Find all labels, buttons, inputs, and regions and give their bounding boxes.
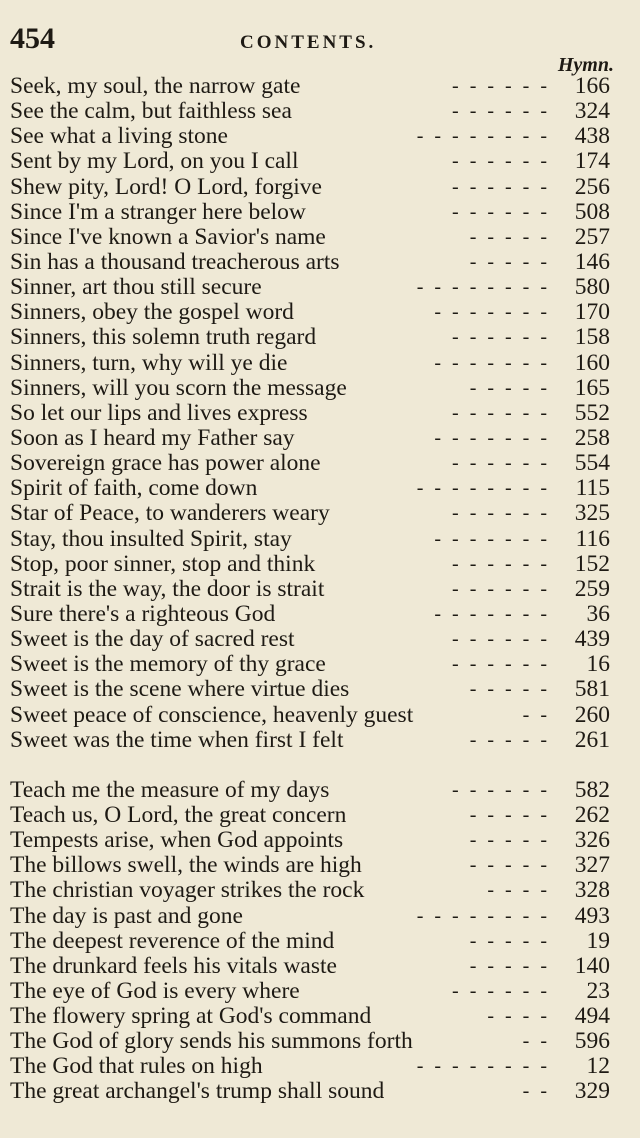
contents-entry: [0, 225, 640, 250]
entry-title: The drunkard feels his vitals waste: [10, 952, 337, 979]
entry-hymn-number: 552: [574, 399, 610, 426]
contents-entry: [0, 325, 640, 350]
entry-leader: - - - - -: [469, 225, 550, 248]
entry-hymn-number: 261: [574, 726, 610, 753]
entry-title: Sinners, this solemn truth regard: [10, 324, 317, 351]
entry-hymn-number: 116: [575, 525, 610, 552]
entry-title: Tempests arise, when God appoints: [10, 827, 344, 854]
entry-title: Sent by my Lord, on you I call: [10, 148, 299, 175]
entry-hymn-number: 23: [586, 977, 610, 1004]
entry-title: Since I've known a Savior's name: [10, 223, 326, 250]
contents-entry: [0, 577, 640, 602]
entry-title: Sweet is the scene where virtue dies: [10, 676, 350, 703]
contents-entry: [0, 527, 640, 552]
contents-entry: [0, 200, 640, 225]
page-number: 454: [10, 22, 55, 55]
contents-entry: [0, 124, 640, 149]
contents-entry: [0, 250, 640, 275]
entry-hymn-number: 324: [574, 98, 610, 125]
entry-title: See what a living stone: [10, 123, 228, 150]
entry-leader: - - - - - -: [452, 326, 550, 349]
contents-entry: [0, 677, 640, 702]
entry-hymn-number: 327: [574, 852, 610, 879]
section-s: [0, 74, 640, 753]
entry-leader: - - - - - -: [452, 979, 550, 1002]
entry-title: See the calm, but faithless sea: [10, 98, 292, 125]
entry-leader: - - - - - -: [452, 150, 550, 173]
entry-leader: - -: [522, 1080, 550, 1103]
contents-entry: [0, 828, 640, 853]
entry-leader: - - - - -: [469, 829, 550, 852]
entry-title: Sinners, turn, why will ye die: [10, 349, 288, 376]
entry-title: Strait is the way, the door is strait: [10, 575, 325, 602]
entry-title: Stop, poor sinner, stop and think: [10, 550, 316, 577]
entry-hymn-number: 140: [574, 952, 610, 979]
entry-leader: - - - - - - - -: [416, 904, 550, 927]
entry-hymn-number: 438: [574, 123, 610, 150]
entry-leader: - - - - -: [469, 954, 550, 977]
entry-leader: - - - - - - - -: [416, 276, 550, 299]
contents-entry: [0, 778, 640, 803]
entry-title: The eye of God is every where: [10, 977, 300, 1004]
entry-title: Sovereign grace has power alone: [10, 450, 321, 477]
entry-title: Soon as I heard my Father say: [10, 424, 295, 451]
entry-hymn-number: 174: [574, 148, 610, 175]
entry-title: So let our lips and lives express: [10, 399, 308, 426]
entry-title: Since I'm a stranger here below: [10, 198, 306, 225]
entry-title: The deepest reverence of the mind: [10, 927, 335, 954]
entry-hymn-number: 160: [574, 349, 610, 376]
entry-title: Sweet is the memory of thy grace: [10, 651, 326, 678]
hymn-column-label: Hymn.: [557, 54, 614, 76]
entry-leader: - - - -: [487, 1005, 550, 1028]
entry-hymn-number: 262: [574, 801, 610, 828]
entry-hymn-number: 580: [574, 274, 610, 301]
entry-leader: - - - - - - -: [434, 426, 550, 449]
entry-leader: - - - - - - - -: [416, 125, 550, 148]
entry-hymn-number: 508: [574, 198, 610, 225]
entry-leader: - - - - - -: [452, 100, 550, 123]
entry-title: Sinners, will you scorn the message: [10, 374, 347, 401]
contents-entry: [0, 1054, 640, 1079]
entry-leader: - - - - -: [469, 854, 550, 877]
entry-hymn-number: 146: [574, 248, 610, 275]
entry-title: Stay, thou insulted Spirit, stay: [10, 525, 292, 552]
entry-leader: - - - - -: [469, 678, 550, 701]
entry-leader: - - - - - -: [452, 175, 550, 198]
entry-leader: - - - - - -: [452, 200, 550, 223]
entry-leader: - - - - -: [469, 250, 550, 273]
entry-title: Star of Peace, to wanderers weary: [10, 500, 330, 527]
entry-title: Sin has a thousand treacherous arts: [10, 248, 340, 275]
contents-entry: [0, 979, 640, 1004]
entry-hymn-number: 582: [574, 776, 610, 803]
contents-entry: [0, 929, 640, 954]
entry-leader: - - - - -: [469, 728, 550, 751]
contents-entry: [0, 99, 640, 124]
entry-hymn-number: 115: [575, 475, 610, 502]
entry-hymn-number: 260: [574, 701, 610, 728]
entry-hymn-number: 494: [574, 1003, 610, 1030]
entry-leader: - - - - -: [469, 803, 550, 826]
contents-entry: [0, 476, 640, 501]
entry-hymn-number: 16: [586, 651, 610, 678]
entry-hymn-number: 36: [586, 600, 610, 627]
contents-entry: [0, 149, 640, 174]
entry-leader: - - - - - -: [452, 452, 550, 475]
contents-entry: [0, 1029, 640, 1054]
contents-entry: [0, 275, 640, 300]
contents-entry: [0, 853, 640, 878]
entry-title: Seek, my soul, the narrow gate: [10, 73, 301, 99]
entry-leader: - -: [522, 703, 550, 726]
entry-title: Teach us, O Lord, the great concern: [10, 801, 347, 828]
entry-title: Sweet was the time when first I felt: [10, 726, 344, 753]
entry-hymn-number: 554: [574, 450, 610, 477]
entry-hymn-number: 325: [574, 500, 610, 527]
entry-hymn-number: 439: [574, 626, 610, 653]
entry-hymn-number: 257: [574, 223, 610, 250]
entry-title: Sweet peace of conscience, heavenly guest: [10, 701, 414, 728]
contents-entry: [0, 451, 640, 476]
contents-entry: [0, 703, 640, 728]
contents-entry: [0, 904, 640, 929]
entry-title: Sinner, art thou still secure: [10, 274, 262, 301]
contents-entry: [0, 954, 640, 979]
entry-leader: - - - - - -: [452, 75, 550, 97]
entry-hymn-number: 170: [574, 299, 610, 326]
entry-leader: - - - -: [487, 879, 550, 902]
contents-entry: [0, 878, 640, 903]
entry-leader: - - - - - - - -: [416, 1055, 550, 1078]
contents-entry: [0, 74, 640, 99]
section-t: [0, 778, 640, 1105]
contents-entry: [0, 627, 640, 652]
entry-title: Teach me the measure of my days: [10, 776, 330, 803]
entry-leader: - - - - - -: [452, 653, 550, 676]
contents-entry: [0, 426, 640, 451]
entry-title: The great archangel's trump shall sound: [10, 1078, 385, 1105]
contents-list: [0, 74, 640, 1105]
contents-entry: [0, 401, 640, 426]
entry-hymn-number: 12: [586, 1053, 610, 1080]
running-head: CONTENTS.: [240, 32, 377, 53]
entry-title: Shew pity, Lord! O Lord, forgive: [10, 173, 322, 200]
entry-hymn-number: 596: [574, 1028, 610, 1055]
contents-entry: [0, 1004, 640, 1029]
entry-title: The flowery spring at God's command: [10, 1003, 372, 1030]
entry-leader: - - - - - -: [452, 577, 550, 600]
entry-title: Sure there's a righteous God: [10, 600, 276, 627]
entry-hymn-number: 158: [574, 324, 610, 351]
contents-entry: [0, 1079, 640, 1104]
contents-entry: [0, 175, 640, 200]
entry-title: The billows swell, the winds are high: [10, 852, 362, 879]
entry-leader: - -: [522, 1030, 550, 1053]
entry-hymn-number: 259: [574, 575, 610, 602]
entry-title: The God that rules on high: [10, 1053, 263, 1080]
entry-leader: - - - - - -: [452, 401, 550, 424]
contents-entry: [0, 501, 640, 526]
entry-leader: - - - - - - -: [434, 527, 550, 550]
contents-entry: [0, 602, 640, 627]
entry-hymn-number: 326: [574, 827, 610, 854]
entry-title: Spirit of faith, come down: [10, 475, 258, 502]
entry-hymn-number: 581: [574, 676, 610, 703]
contents-entry: [0, 552, 640, 577]
contents-entry: [0, 803, 640, 828]
entry-leader: - - - - - -: [452, 552, 550, 575]
contents-entry: [0, 652, 640, 677]
section-gap: [0, 753, 640, 778]
entry-title: The christian voyager strikes the rock: [10, 877, 365, 904]
entry-hymn-number: 152: [574, 550, 610, 577]
entry-title: Sweet is the day of sacred rest: [10, 626, 295, 653]
contents-entry: [0, 300, 640, 325]
entry-leader: - - - - - - -: [434, 351, 550, 374]
entry-title: Sinners, obey the gospel word: [10, 299, 294, 326]
entry-leader: - - - - - -: [452, 502, 550, 525]
entry-hymn-number: 329: [574, 1078, 610, 1105]
entry-hymn-number: 165: [574, 374, 610, 401]
entry-hymn-number: 256: [574, 173, 610, 200]
entry-hymn-number: 19: [586, 927, 610, 954]
contents-entry: [0, 728, 640, 753]
entry-leader: - - - - -: [469, 376, 550, 399]
entry-title: The day is past and gone: [10, 902, 243, 929]
entry-hymn-number: 328: [574, 877, 610, 904]
entry-leader: - - - - - - -: [434, 301, 550, 324]
entry-leader: - - - - - - - -: [416, 477, 550, 500]
entry-hymn-number: 493: [574, 902, 610, 929]
entry-leader: - - - - - -: [452, 778, 550, 801]
contents-entry: [0, 376, 640, 401]
entry-hymn-number: 166: [574, 73, 610, 99]
entry-leader: - - - - -: [469, 929, 550, 952]
entry-title: The God of glory sends his summons forth: [10, 1028, 413, 1055]
entry-leader: - - - - - - -: [434, 602, 550, 625]
contents-entry: [0, 351, 640, 376]
entry-leader: - - - - - -: [452, 628, 550, 651]
entry-hymn-number: 258: [574, 424, 610, 451]
